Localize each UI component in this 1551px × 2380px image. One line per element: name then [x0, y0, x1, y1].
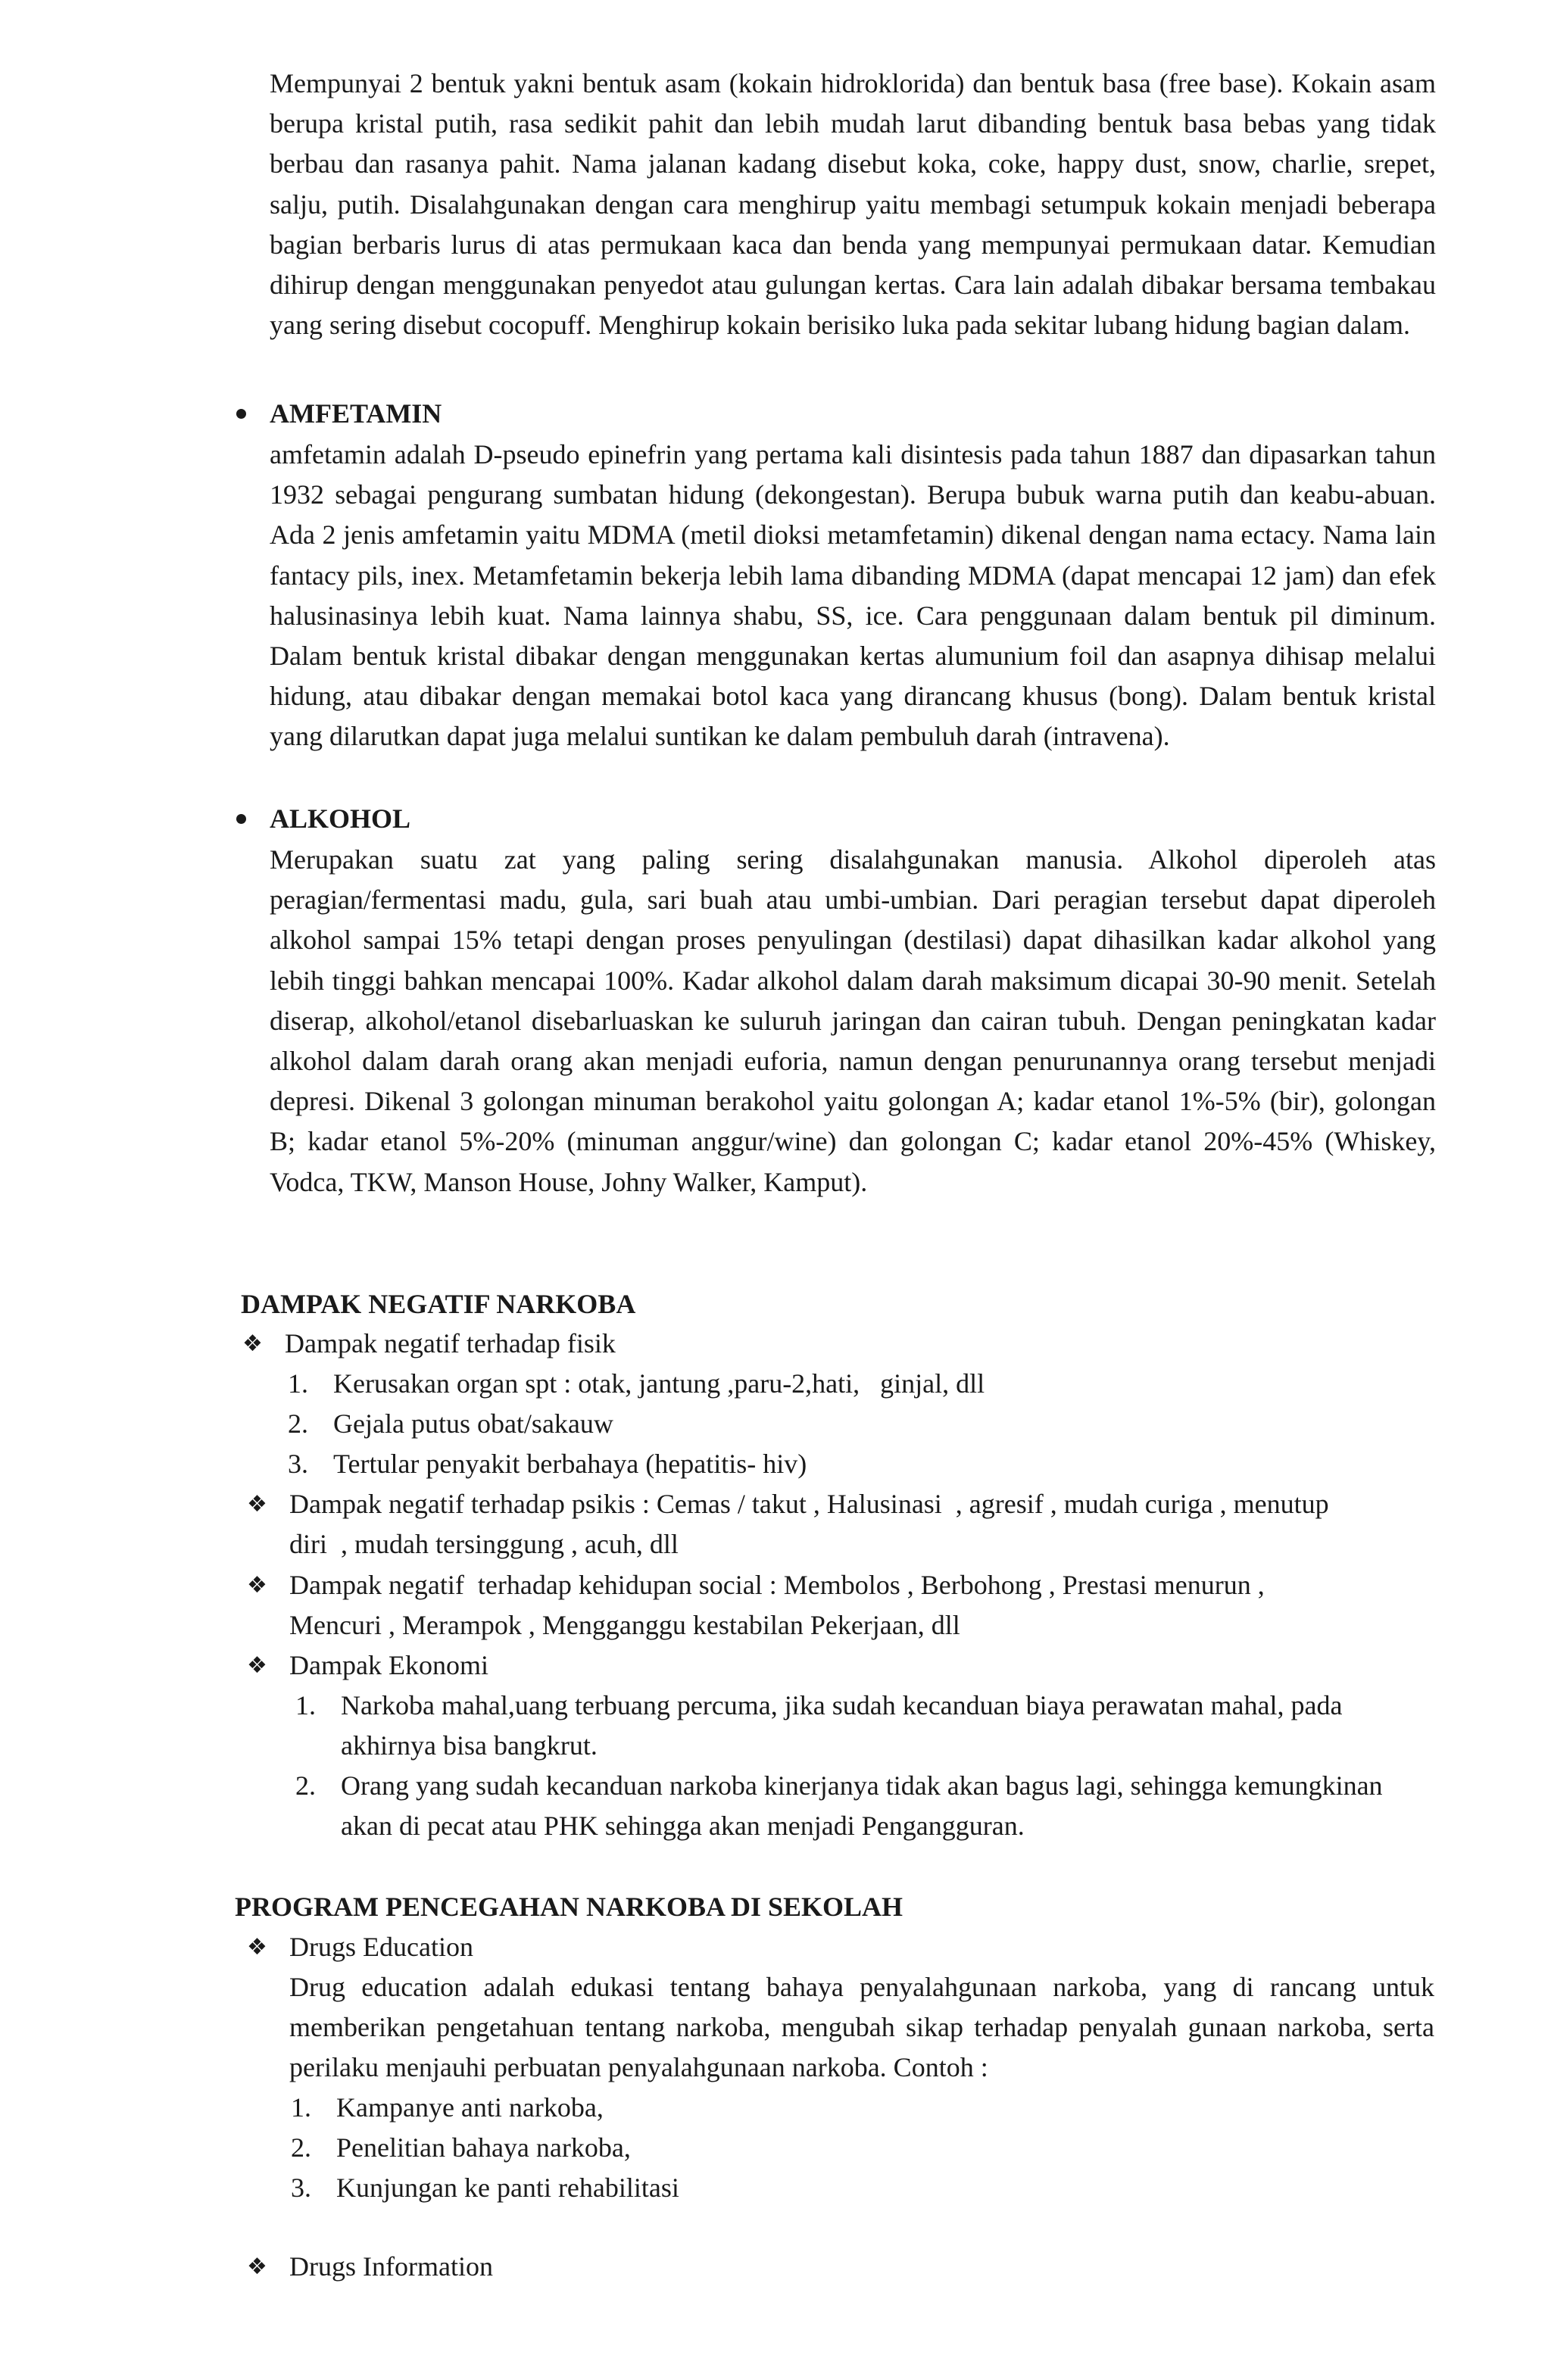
- dampak-ekonomi-label: Dampak Ekonomi: [289, 1650, 488, 1680]
- list-number: 1.: [295, 1690, 316, 1720]
- list-item: [291, 2128, 1427, 2168]
- amfetamin-paragraph: amfetamin adalah D-pseudo epinefrin yang pertama kali disintesis pada tahun 1887 dan dipasarkan tahun 1932 sebagai pengurang sumbatan hidung (dekongestan). Berupa bubuk warna putih dan keabu-abuan. Ada 2 jenis amfetamin yaitu MDMA (metil dioksi metamfetamin) dikenal dengan nama ectacy. Nama lain fantacy pils, inex. Metamfetamin bekerja lebih lama dibanding MDMA (dapat mencapai 12 jam) dan efek halusinasinya lebih kuat. Nama lainnya shabu, SS, ice. Cara penggunaan dalam bentuk pil diminum. Dalam bentuk kristal dibakar dengan menggunakan kertas alumunium foil dan asapnya dihisap melalui hidung, atau dibakar dengan memakai botol kaca yang dirancang khusus (bong). Dalam bentuk kristal yang dilarutkan dapat juga melalui suntikan ke dalam pembuluh darah (intravena).: [270, 439, 1436, 752]
- amfetamin-title: AMFETAMIN: [270, 398, 442, 429]
- bullet-icon: [236, 814, 246, 824]
- diamond-bullet-icon: ❖: [247, 1652, 267, 1679]
- dampak-psikis-line2: diri , mudah tersinggung , acuh, dll: [289, 1529, 679, 1559]
- list-text: Kerusakan organ spt : otak, jantung ,paru-2,hati, ginjal, dll: [333, 1368, 985, 1399]
- list-text: Narkoba mahal,uang terbuang percuma, jika sudah kecanduan biaya perawatan mahal, pada akhirnya bisa bangkrut.: [341, 1690, 1343, 1761]
- list-number: 1.: [288, 1368, 308, 1399]
- list-item: [291, 2168, 1427, 2208]
- diamond-bullet-icon: ❖: [247, 1491, 267, 1518]
- list-text: Kampanye anti narkoba,: [336, 2092, 604, 2123]
- list-text: Penelitian bahaya narkoba,: [336, 2132, 631, 2163]
- list-number: 3.: [288, 1449, 308, 1479]
- dampak-ekonomi-item: [247, 1645, 1459, 1686]
- diamond-bullet-icon: ❖: [247, 1572, 267, 1599]
- drugs-education-item: [247, 1927, 1459, 1967]
- list-number: 3.: [291, 2173, 311, 2203]
- drugs-information-label: Drugs Information: [289, 2251, 493, 2282]
- dampak-psikis-line1: Dampak negatif terhadap psikis : Cemas / takut , Halusinasi , agresif , mudah curiga , menutup: [289, 1489, 1329, 1519]
- list-number: 1.: [291, 2092, 311, 2123]
- dampak-sosial-item: [247, 1565, 1459, 1645]
- drugs-education-paragraph: Drug education adalah edukasi tentang bahaya penyalahgunaan narkoba, yang di rancang untuk memberikan pengetahuan tentang narkoba, mengubah sikap terhadap penyalah gunaan narkoba, serta perilaku menjauhi perbuatan penyalahgunaan narkoba. Contoh :: [289, 1972, 1434, 2082]
- list-item: [291, 2088, 1427, 2128]
- dampak-psikis-item: [247, 1484, 1459, 1564]
- list-number: 2.: [295, 1770, 316, 1801]
- list-item: [288, 1444, 1424, 1484]
- list-item: [295, 1686, 1431, 1766]
- dampak-sosial-line1: Dampak negatif terhadap kehidupan social : Membolos , Berbohong , Prestasi menurun ,: [289, 1570, 1265, 1600]
- bullet-icon: [236, 409, 246, 419]
- alkohol-title: ALKOHOL: [270, 803, 411, 834]
- list-text: Orang yang sudah kecanduan narkoba kinerjanya tidak akan bagus lagi, sehingga kemungkinan akan di pecat atau PHK sehingga akan menjadi Pengangguran.: [341, 1770, 1383, 1841]
- list-number: 2.: [291, 2132, 311, 2163]
- dampak-heading: DAMPAK NEGATIF NARKOBA: [241, 1289, 636, 1319]
- dampak-fisik-item: [242, 1324, 1454, 1364]
- dampak-sosial-line2: Mencuri , Merampok , Mengganggu kestabilan Pekerjaan, dll: [289, 1610, 960, 1640]
- drugs-education-label: Drugs Education: [289, 1932, 473, 1962]
- alkohol-paragraph: Merupakan suatu zat yang paling sering disalahgunakan manusia. Alkohol diperoleh atas peragian/fermentasi madu, gula, sari buah atau umbi-umbian. Dari peragian tersebut dapat diperoleh alkohol sampai 15% tetapi dengan proses penyulingan (destilasi) dapat dihasilkan kadar alkohol yang lebih tinggi bahkan mencapai 100%. Kadar alkohol dalam darah maksimum dicapai 30-90 menit. Setelah diserap, alkohol/etanol disebarluaskan ke suluruh jaringan dan cairan tubuh. Dengan peningkatan kadar alkohol dalam darah orang akan menjadi euforia, namun dengan penurunannya orang tersebut menjadi depresi. Dikenal 3 golongan minuman berakohol yaitu golongan A; kadar etanol 1%-5% (bir), golongan B; kadar etanol 5%-20% (minuman anggur/wine) dan golongan C; kadar etanol 20%-45% (Whiskey, Vodca, TKW, Manson House, Johny Walker, Kamput).: [270, 844, 1436, 1197]
- program-heading: PROGRAM PENCEGAHAN NARKOBA DI SEKOLAH: [235, 1892, 903, 1922]
- kokain-paragraph: Mempunyai 2 bentuk yakni bentuk asam (kokain hidroklorida) dan bentuk basa (free base). Kokain asam berupa kristal putih, rasa sedikit pahit dan lebih mudah larut dibanding bentuk basa bebas yang tidak berbau dan rasanya pahit. Nama jalanan kadang disebut koka, coke, happy dust, snow, charlie, srepet, salju, putih. Disalahgunakan dengan cara menghirup yaitu membagi setumpuk kokain menjadi beberapa bagian berbaris lurus di atas permukaan kaca dan benda yang mempunyai permukaan datar. Kemudian dihirup dengan menggunakan penyedot atau gulungan kertas. Cara lain adalah dibakar bersama tembakau yang sering disebut cocopuff. Menghirup kokain berisiko luka pada sekitar lubang hidung bagian dalam.: [270, 68, 1436, 341]
- diamond-bullet-icon: ❖: [242, 1330, 263, 1357]
- list-item: [288, 1364, 1424, 1404]
- diamond-bullet-icon: ❖: [247, 2254, 267, 2280]
- list-number: 2.: [288, 1408, 308, 1439]
- dampak-fisik-label: Dampak negatif terhadap fisik: [285, 1328, 616, 1358]
- list-item: [288, 1404, 1424, 1444]
- list-text: Kunjungan ke panti rehabilitasi: [336, 2173, 679, 2203]
- list-text: Gejala putus obat/sakauw: [333, 1408, 613, 1439]
- list-item: [295, 1766, 1431, 1846]
- list-text: Tertular penyakit berbahaya (hepatitis- hiv): [333, 1449, 807, 1479]
- diamond-bullet-icon: ❖: [247, 1934, 267, 1960]
- drugs-information-item: [247, 2247, 1459, 2287]
